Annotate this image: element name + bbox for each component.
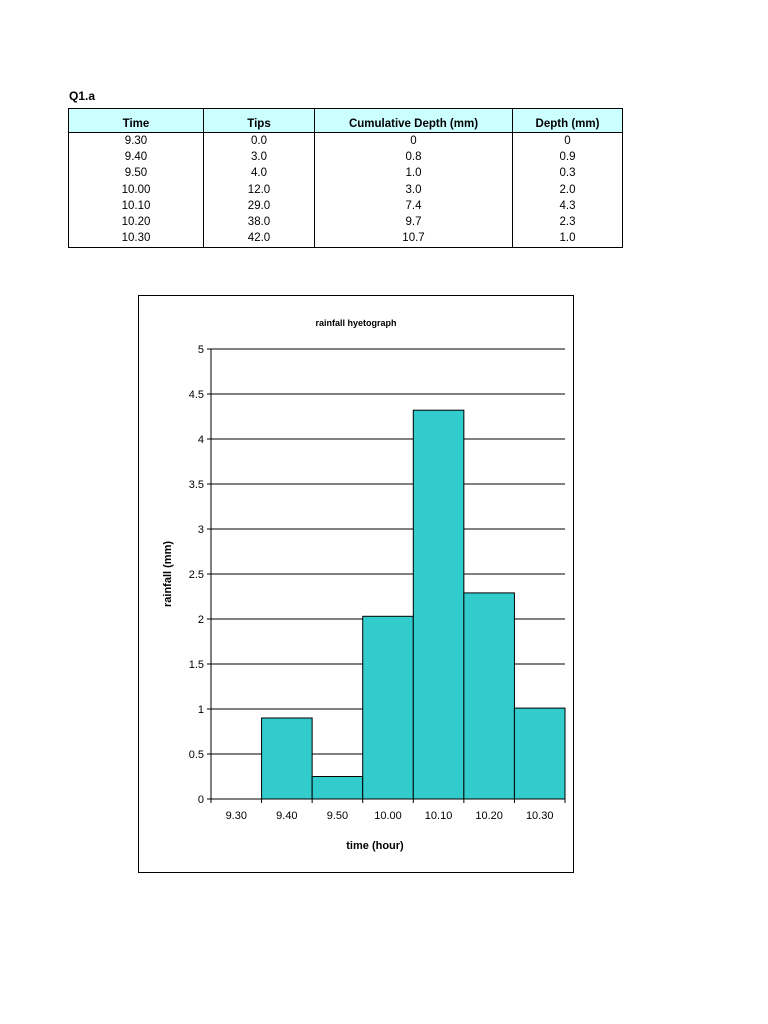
bar <box>464 593 515 799</box>
bar <box>312 777 363 800</box>
cell-time: 9.40 <box>69 149 204 165</box>
question-label: Q1.a <box>69 89 96 103</box>
cell-time: 10.00 <box>69 182 204 198</box>
bar <box>262 718 313 799</box>
y-axis-label: rainfall (mm) <box>162 540 174 608</box>
header-depth: Depth (mm) <box>513 109 623 133</box>
table-row <box>69 133 623 150</box>
cell-cumulative-depth: 10.7 <box>315 231 513 248</box>
y-tick-label: 4 <box>197 434 204 446</box>
cell-tips: 38.0 <box>204 214 315 230</box>
cell-depth: 0.9 <box>513 149 623 165</box>
cell-depth: 0.3 <box>513 166 623 182</box>
x-tick-label: 10.10 <box>424 810 453 822</box>
bar <box>413 410 464 799</box>
chart-container <box>138 295 574 873</box>
hyetograph-chart <box>139 296 573 872</box>
cell-tips: 3.0 <box>204 149 315 165</box>
cell-tips: 12.0 <box>204 182 315 198</box>
y-tick-label: 3.5 <box>188 479 204 491</box>
x-tick-label: 10.00 <box>374 810 402 822</box>
cell-cumulative-depth: 0 <box>315 133 513 150</box>
y-tick-label: 0.5 <box>188 749 204 761</box>
cell-depth: 4.3 <box>513 198 623 214</box>
table-body <box>69 133 623 248</box>
y-tick-label: 5 <box>197 344 204 356</box>
cell-time: 10.20 <box>69 214 204 230</box>
cell-cumulative-depth: 3.0 <box>315 182 513 198</box>
header-cumulative-depth: Cumulative Depth (mm) <box>315 109 513 133</box>
bars <box>262 410 565 799</box>
table-row <box>69 231 623 248</box>
bar <box>363 616 414 799</box>
cell-cumulative-depth: 1.0 <box>315 166 513 182</box>
cell-depth: 1.0 <box>513 231 623 248</box>
x-tick-label: 10.20 <box>475 810 503 822</box>
cell-time: 9.30 <box>69 133 204 150</box>
cell-cumulative-depth: 0.8 <box>315 149 513 165</box>
cell-tips: 42.0 <box>204 231 315 248</box>
cell-time: 10.30 <box>69 231 204 248</box>
cell-time: 10.10 <box>69 198 204 214</box>
y-tick-label: 0 <box>197 794 204 806</box>
chart-title: rainfall hyetograph <box>315 318 397 328</box>
x-tick-label: 9.40 <box>276 810 298 822</box>
cell-depth: 2.0 <box>513 182 623 198</box>
cell-time: 9.50 <box>69 166 204 182</box>
table-row <box>69 182 623 198</box>
y-tick-label: 1 <box>197 704 204 716</box>
table-row <box>69 214 623 230</box>
cell-depth: 0 <box>513 133 623 150</box>
cell-tips: 4.0 <box>204 166 315 182</box>
y-tick-label: 2.5 <box>188 569 204 581</box>
cell-cumulative-depth: 7.4 <box>315 198 513 214</box>
cell-tips: 0.0 <box>204 133 315 150</box>
table-row <box>69 166 623 182</box>
table-header-row <box>69 109 623 133</box>
y-tick-label: 2 <box>197 614 204 626</box>
x-tick-label: 9.50 <box>326 810 349 822</box>
y-tick-label: 1.5 <box>188 659 204 671</box>
cell-cumulative-depth: 9.7 <box>315 214 513 230</box>
header-tips: Tips <box>204 109 315 133</box>
y-tick-label: 4.5 <box>188 389 204 401</box>
header-time: Time <box>69 109 204 133</box>
cell-depth: 2.3 <box>513 214 623 230</box>
x-tick-label: 9.30 <box>225 810 247 822</box>
y-tick-label: 3 <box>197 524 204 536</box>
x-tick-label: 10.30 <box>525 810 554 822</box>
bar <box>514 708 565 799</box>
x-axis-label: time (hour) <box>346 840 404 852</box>
table-row <box>69 149 623 165</box>
table-row <box>69 198 623 214</box>
cell-tips: 29.0 <box>204 198 315 214</box>
data-table <box>68 108 623 248</box>
